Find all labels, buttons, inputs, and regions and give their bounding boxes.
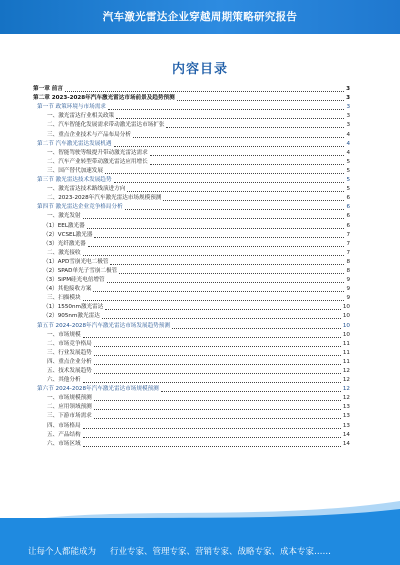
toc-entry-label: 四、市场格局 — [47, 422, 81, 429]
toc-entry-label: 二、2023-2028年汽车激光雷达市场规模预测 — [47, 195, 162, 202]
toc-entry-label: 四、重点企业分析 — [47, 358, 92, 365]
toc-entry-label: （1）1550nm激光雷达 — [43, 304, 104, 311]
toc-entry[interactable] — [33, 276, 350, 285]
toc-leader-dots — [105, 172, 344, 174]
toc-leader-dots — [150, 154, 345, 156]
toc-entry-label: 一、市场规模 — [47, 331, 81, 338]
toc-entry[interactable] — [33, 258, 350, 267]
toc-leader-dots — [83, 299, 345, 301]
toc-entry-page: 5 — [346, 186, 350, 193]
toc-entry-page: 4 — [346, 131, 350, 138]
toc-entry-label: 二、应用领域预测 — [47, 404, 92, 411]
toc-entry-label: 三、重点企业技术与产品布局分析 — [47, 131, 131, 138]
toc-entry-label: 第六节 2024-2028年汽车激光雷达市场规模预测 — [37, 386, 159, 393]
toc-entry[interactable] — [33, 394, 350, 403]
toc-entry-page: 7 — [346, 231, 350, 238]
toc-entry[interactable] — [33, 294, 350, 303]
report-title: 汽车激光雷达企业穿越周期策略研究报告 — [102, 11, 298, 23]
toc-entry-page: 13 — [342, 404, 350, 411]
toc-entry[interactable] — [33, 267, 350, 276]
toc-entry-label: 一、激光发射 — [47, 213, 81, 220]
toc-entry-page: 3 — [346, 86, 350, 93]
toc-leader-dots — [150, 163, 345, 165]
toc-entry[interactable] — [33, 312, 350, 321]
toc-entry-label: 一、激光雷达行业相关政策 — [47, 113, 115, 120]
toc-leader-dots — [177, 99, 344, 101]
footer-bar — [0, 518, 400, 565]
toc-entry-page: 12 — [342, 377, 350, 384]
toc-entry-page: 10 — [342, 313, 350, 320]
toc-entry-page: 8 — [346, 258, 350, 265]
toc-entry[interactable] — [33, 340, 350, 349]
toc-entry[interactable] — [33, 376, 350, 385]
toc-leader-dots — [127, 190, 344, 192]
toc-leader-dots — [83, 254, 345, 256]
toc-entry-label: 二、汽车产业转型带动激光雷达应用增长 — [47, 158, 148, 165]
toc-entry[interactable] — [33, 130, 350, 139]
toc-entry-label: （3）SiPM硅光电倍增管 — [43, 277, 105, 284]
toc-entry[interactable] — [33, 321, 350, 330]
toc-entry-page: 7 — [346, 249, 350, 256]
toc-leader-dots — [94, 236, 344, 238]
toc-leader-dots — [94, 408, 341, 410]
toc-leader-dots — [125, 208, 345, 210]
toc-leader-dots — [83, 381, 341, 383]
toc-entry-label: 第一章 前言 — [33, 86, 63, 93]
toc-leader-dots — [110, 263, 344, 265]
toc-entry-label: （1）EEL激光器 — [43, 222, 85, 229]
toc-entry-label: （1）APD雪崩光电二极管 — [43, 258, 109, 265]
toc-leader-dots — [88, 245, 345, 247]
toc-entry-label: 三、国产替代加速发展 — [47, 167, 103, 174]
toc-entry-page: 11 — [342, 349, 350, 356]
header-bar — [0, 0, 400, 34]
toc-entry-page: 10 — [342, 304, 350, 311]
toc-entry-label: 第一节 政策环境与市场需求 — [37, 104, 106, 111]
toc-entry[interactable] — [33, 167, 350, 176]
toc-entry[interactable] — [33, 221, 350, 230]
toc-leader-dots — [94, 363, 341, 365]
toc-entry[interactable] — [33, 112, 350, 121]
toc-entry-label: 一、智能驾驶等级提升带动激光雷达需求 — [47, 149, 148, 156]
toc-leader-dots — [94, 372, 341, 374]
toc-entry-label: 五、技术发展趋势 — [47, 368, 92, 374]
toc-entry-page: 14 — [342, 431, 350, 438]
toc-leader-dots — [65, 90, 344, 92]
toc-entry[interactable] — [33, 158, 350, 167]
toc-entry-page: 13 — [342, 422, 350, 429]
toc-entry-label: 第五节 2024-2028年汽车激光雷达市场发展趋势预测 — [37, 322, 170, 329]
toc-entry[interactable] — [33, 194, 350, 203]
toc-entry-page: 9 — [346, 286, 350, 293]
toc-leader-dots — [119, 272, 344, 274]
toc-entry-label: （2）905nm激光雷达 — [43, 313, 100, 320]
toc-leader-dots — [83, 436, 341, 438]
toc-entry-page: 12 — [342, 386, 350, 393]
toc-leader-dots — [172, 327, 341, 329]
toc-entry-label: 第二章 2023-2028年汽车激光雷达市场前景及趋势预测 — [33, 95, 175, 102]
toc-leader-dots — [102, 317, 341, 319]
toc-entry-page: 12 — [342, 368, 350, 374]
toc-entry-label: 第四节 激光雷达企业竞争格局分析 — [37, 204, 123, 211]
toc-entry[interactable] — [33, 85, 350, 94]
toc-entry-label: 三、扫描模块 — [47, 295, 81, 302]
toc-entry-label: （3）光纤激光器 — [43, 240, 86, 247]
toc-entry-label: 第二节 汽车激光雷达发展机遇 — [37, 140, 112, 147]
toc-leader-dots — [114, 181, 345, 183]
toc-entry-page: 4 — [346, 149, 350, 156]
toc-entry-page: 3 — [346, 122, 350, 129]
toc-leader-dots — [166, 126, 344, 128]
toc-entry-page: 5 — [346, 177, 350, 184]
toc-entry-label: 三、下游市场需求 — [47, 413, 92, 420]
toc-heading: 内容目录 — [171, 62, 228, 77]
toc-entry-page: 8 — [346, 267, 350, 274]
toc-entry-page: 3 — [346, 113, 350, 120]
toc-entry[interactable] — [33, 212, 350, 221]
toc-leader-dots — [163, 199, 344, 201]
toc-entry[interactable] — [33, 249, 350, 258]
toc-entry-label: 第三节 激光雷达技术发展趋势 — [37, 177, 112, 184]
toc-entry-page: 7 — [346, 240, 350, 247]
toc-leader-dots — [94, 399, 341, 401]
toc-entry[interactable] — [33, 103, 350, 112]
toc-leader-dots — [94, 354, 341, 356]
toc-entry[interactable] — [33, 176, 350, 185]
toc-leader-dots — [108, 108, 345, 110]
toc-entry[interactable] — [33, 149, 350, 158]
toc-entry-page: 3 — [346, 104, 350, 111]
toc-entry-page: 5 — [346, 158, 350, 165]
toc-entry[interactable] — [33, 421, 350, 430]
toc-entry-label: 六、其他分析 — [47, 377, 81, 384]
toc-entry-page: 4 — [346, 140, 350, 147]
table-of-contents — [33, 85, 350, 449]
toc-entry[interactable] — [33, 367, 350, 376]
toc-entry[interactable] — [33, 440, 350, 449]
toc-entry[interactable] — [33, 403, 350, 412]
toc-entry[interactable] — [33, 331, 350, 340]
toc-entry-label: 六、市场区域 — [47, 440, 81, 447]
toc-entry-label: （4）其他接收方案 — [43, 286, 92, 293]
toc-entry-label: 三、行业发展趋势 — [47, 349, 92, 356]
toc-entry-label: （2）SPAD单光子雪崩二极管 — [43, 267, 118, 274]
toc-entry-label: 一、市场规模预测 — [47, 395, 92, 402]
toc-leader-dots — [161, 390, 341, 392]
toc-entry-page: 10 — [342, 322, 350, 329]
toc-entry-label: （2）VCSEL激光器 — [43, 231, 93, 238]
toc-entry-page: 6 — [346, 195, 350, 202]
toc-entry-label: 二、市场竞争格局 — [47, 340, 92, 347]
toc-leader-dots — [83, 217, 345, 219]
toc-leader-dots — [83, 445, 341, 447]
toc-entry[interactable] — [33, 240, 350, 249]
toc-entry-label: 五、产品结构 — [47, 431, 81, 438]
toc-leader-dots — [93, 290, 344, 292]
toc-entry[interactable] — [33, 121, 350, 130]
toc-leader-dots — [107, 281, 345, 283]
toc-leader-dots — [116, 117, 344, 119]
toc-entry-label: 一、激光雷达技术路线演进方向 — [47, 186, 126, 193]
toc-entry-page: 5 — [346, 167, 350, 174]
toc-entry-page: 6 — [346, 204, 350, 211]
toc-entry[interactable] — [33, 358, 350, 367]
toc-leader-dots — [83, 427, 341, 429]
toc-entry-page: 14 — [342, 440, 350, 447]
toc-entry-page: 6 — [346, 222, 350, 229]
toc-entry[interactable] — [33, 285, 350, 294]
toc-entry[interactable] — [33, 385, 350, 394]
toc-entry-page: 13 — [342, 413, 350, 420]
toc-entry[interactable] — [33, 231, 350, 240]
toc-leader-dots — [133, 136, 345, 138]
toc-entry[interactable] — [33, 412, 350, 421]
toc-entry-page: 11 — [342, 340, 350, 347]
toc-leader-dots — [94, 345, 341, 347]
toc-entry-page: 9 — [346, 295, 350, 302]
toc-entry-page: 3 — [346, 95, 350, 102]
toc-leader-dots — [87, 227, 345, 229]
toc-entry[interactable] — [33, 203, 350, 212]
footer-slogan-left: 让每个人都能成为 — [28, 547, 97, 557]
toc-leader-dots — [105, 308, 341, 310]
toc-leader-dots — [94, 417, 341, 419]
toc-entry[interactable] — [33, 303, 350, 312]
toc-entry-page: 10 — [342, 331, 350, 338]
toc-entry-label: 二、汽车智能化发展需求带动激光雷达市场扩张 — [47, 122, 165, 129]
toc-entry-page: 9 — [346, 277, 350, 284]
toc-entry-label: 二、激光接收 — [47, 249, 81, 256]
toc-entry-page: 11 — [342, 358, 350, 365]
toc-entry-page: 6 — [346, 213, 350, 220]
toc-leader-dots — [83, 336, 341, 338]
toc-entry-page: 12 — [342, 395, 350, 402]
toc-leader-dots — [114, 145, 345, 147]
toc-entry[interactable] — [33, 431, 350, 440]
toc-entry[interactable] — [33, 94, 350, 103]
toc-entry[interactable] — [33, 140, 350, 149]
toc-entry[interactable] — [33, 185, 350, 194]
toc-entry[interactable] — [33, 349, 350, 358]
footer-slogan-right: 行业专家、管理专家、营销专家、战略专家、成本专家…… — [110, 547, 332, 557]
